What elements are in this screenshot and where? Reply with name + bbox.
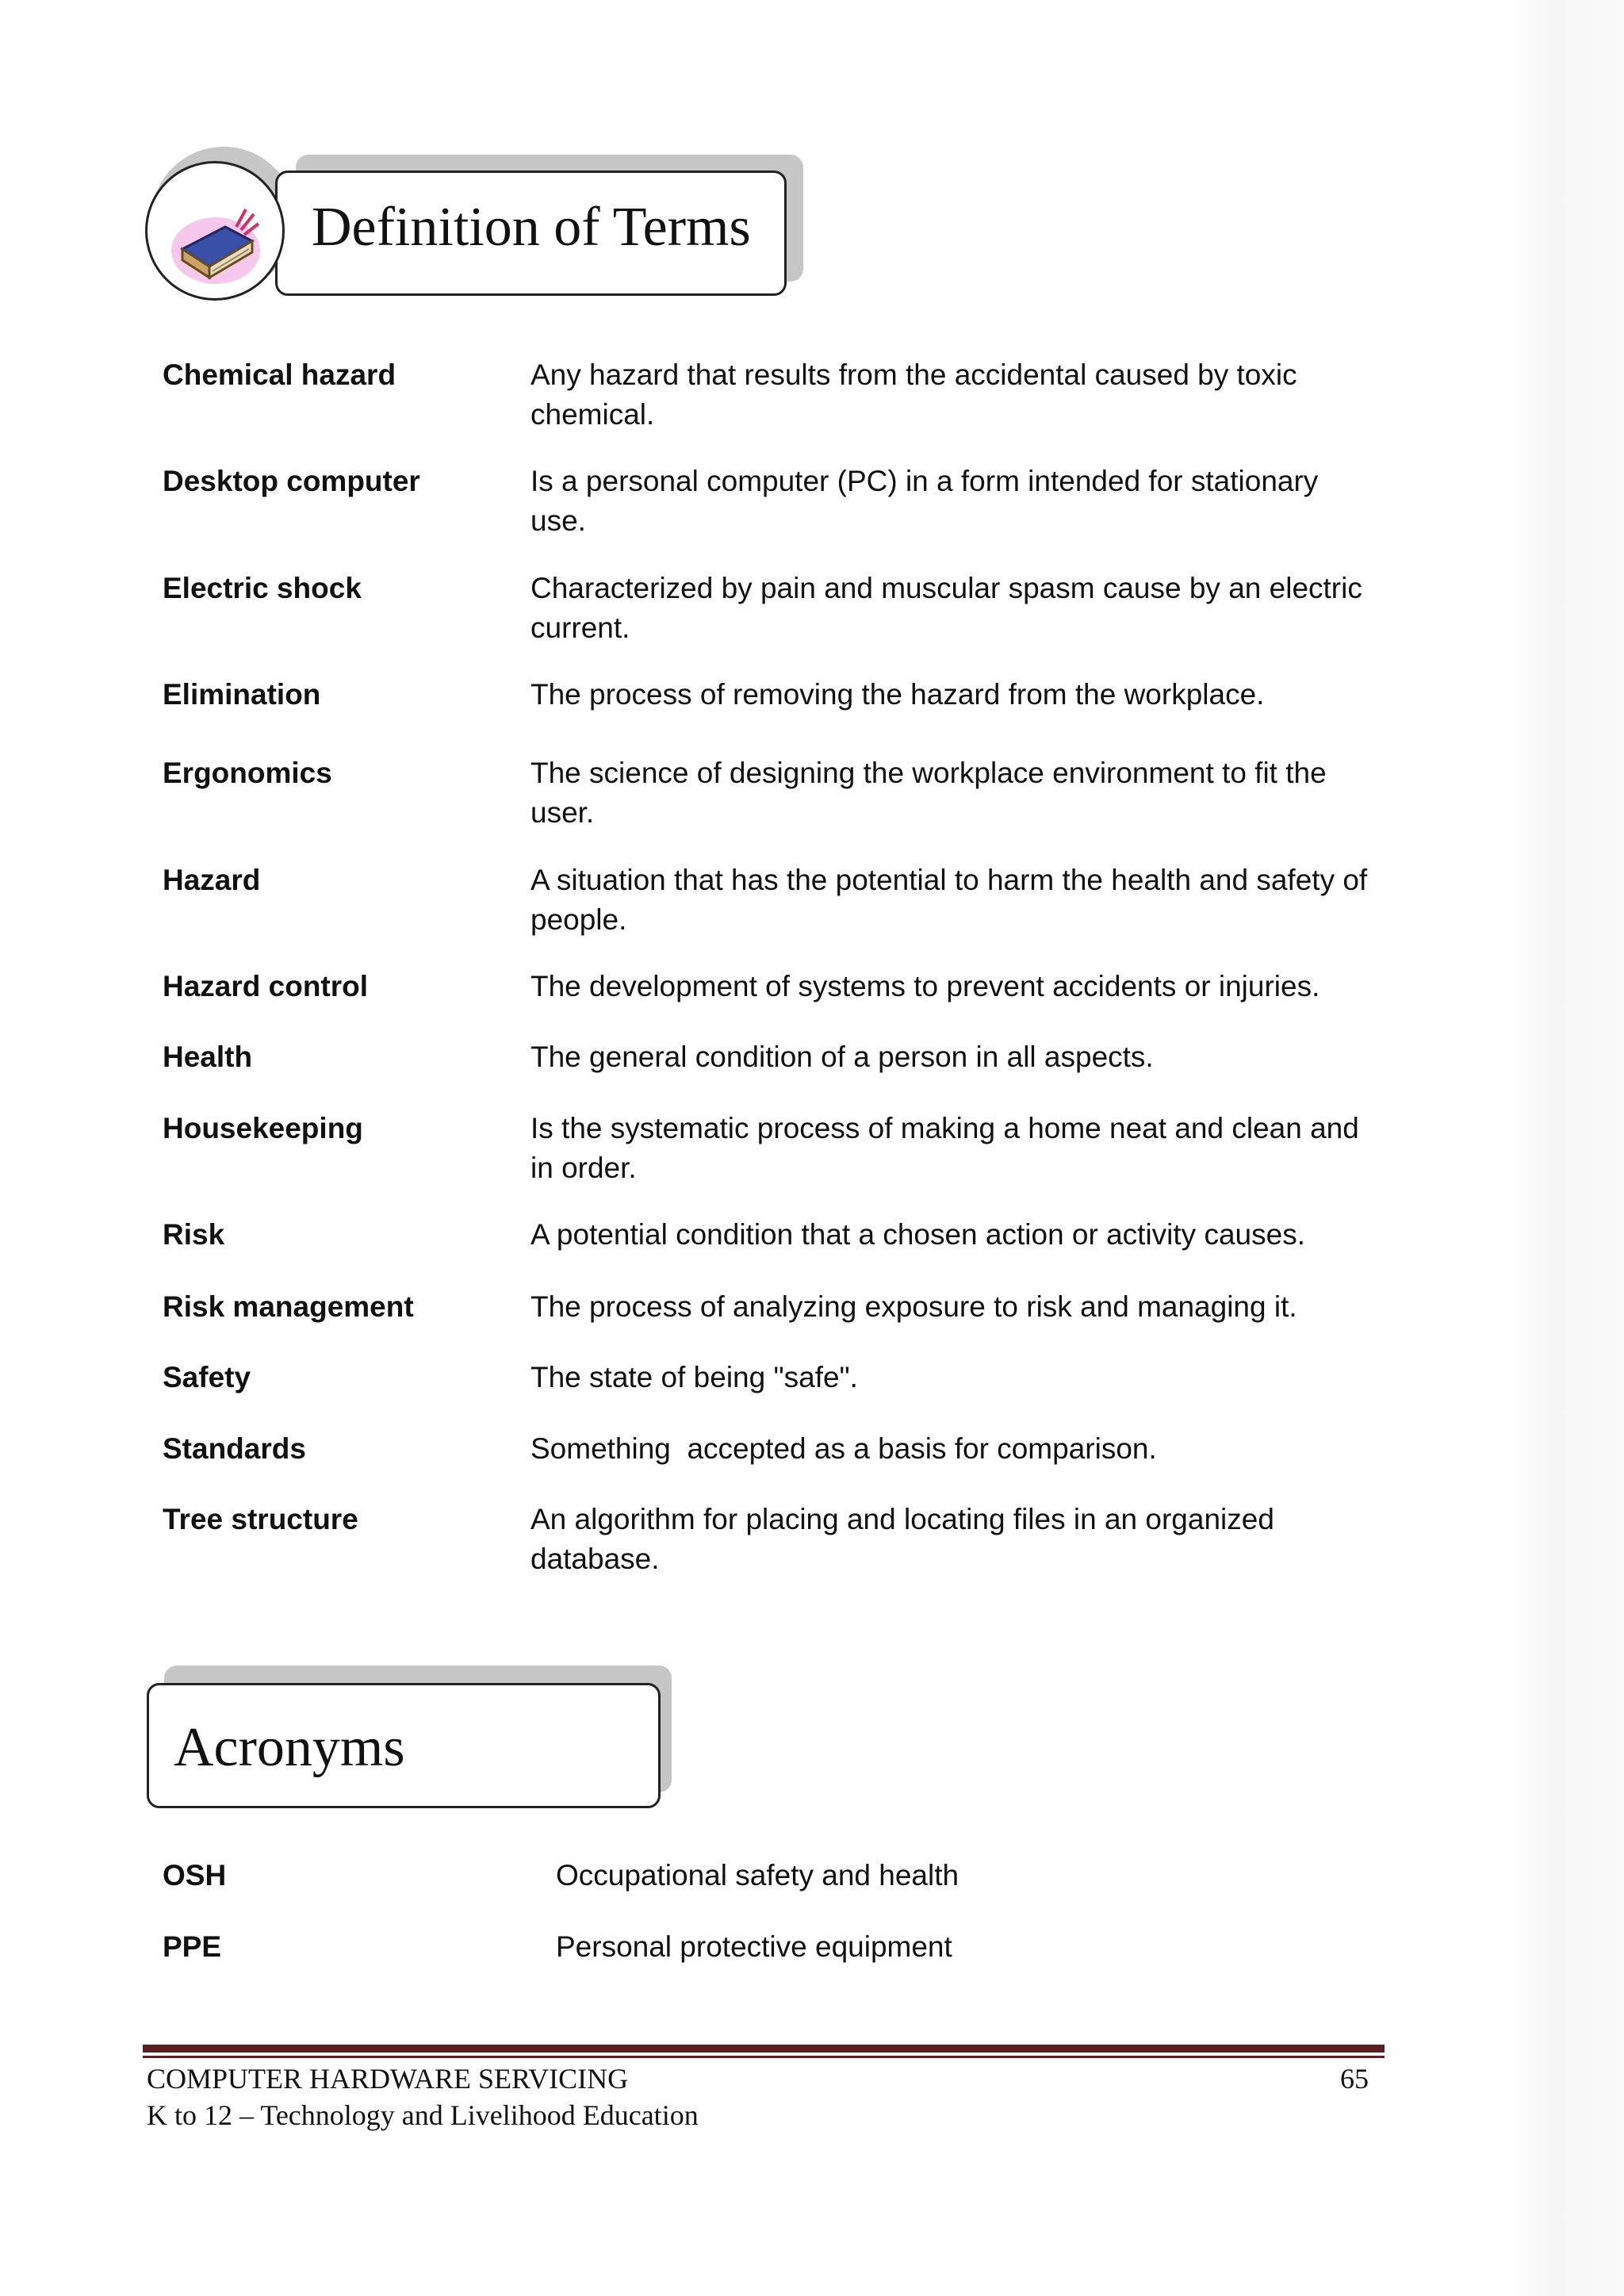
acronyms-heading <box>147 1665 678 1816</box>
term-definition: The process of analyzing exposure to risk and managing it. <box>530 1290 1297 1323</box>
footer-text <box>147 2060 699 2133</box>
definition-heading <box>145 147 803 305</box>
acronym-label: PPE <box>163 1930 222 1963</box>
icon-circle <box>145 161 285 301</box>
term-definition: The science of designing the workplace environment to fit the user. <box>530 757 1327 829</box>
book-icon <box>170 203 265 290</box>
term-label: Housekeeping <box>163 1112 363 1144</box>
term-label: Standards <box>163 1432 306 1465</box>
term-definition: Something accepted as a basis for comparison. <box>530 1432 1157 1465</box>
term-definition: A situation that has the potential to harm the health and safety of people. <box>530 864 1368 936</box>
term-label: Risk management <box>163 1290 414 1323</box>
term-label: Hazard <box>163 864 261 896</box>
footer-program: K to 12 – Technology and Livelihood Education <box>147 2099 699 2131</box>
footer-course: COMPUTER HARDWARE SERVICING <box>147 2063 629 2095</box>
term-definition: The development of systems to prevent accidents or injuries. <box>530 970 1320 1002</box>
term-definition: Characterized by pain and muscular spasm cause by an electric current. <box>530 572 1362 644</box>
term-definition: The state of being "safe". <box>530 1361 858 1393</box>
acronym-label: OSH <box>163 1859 227 1892</box>
term-label: Health <box>163 1041 253 1073</box>
acronym-meaning: Occupational safety and health <box>556 1859 959 1892</box>
term-label: Tree structure <box>163 1503 358 1535</box>
term-label: Ergonomics <box>163 757 332 789</box>
term-label: Chemical hazard <box>163 358 396 391</box>
term-definition: Is the systematic process of making a home neat and clean and in order. <box>530 1112 1359 1184</box>
term-definition: Is a personal computer (PC) in a form intended for stationary use. <box>530 465 1319 537</box>
footer-rule-thin <box>143 2056 1385 2058</box>
term-definition: The general condition of a person in all aspects. <box>530 1041 1154 1073</box>
acronyms-title: Acronyms <box>174 1717 405 1778</box>
definition-title: Definition of Terms <box>312 197 751 258</box>
footer-rule <box>143 2045 1385 2053</box>
term-definition: Any hazard that results from the accidental caused by toxic chemical. <box>530 358 1297 431</box>
acronym-meaning: Personal protective equipment <box>556 1930 952 1963</box>
term-label: Risk <box>163 1218 225 1251</box>
term-definition: The process of removing the hazard from the workplace. <box>530 678 1265 711</box>
term-definition: A potential condition that a chosen action or activity causes. <box>530 1218 1305 1251</box>
term-label: Hazard control <box>163 970 369 1002</box>
term-label: Desktop computer <box>163 465 420 497</box>
page-number: 65 <box>1340 2063 1369 2095</box>
term-label: Safety <box>163 1361 251 1393</box>
term-label: Electric shock <box>163 572 362 604</box>
page-edge-shade <box>1507 0 1624 2296</box>
term-label: Elimination <box>163 678 321 711</box>
term-definition: An algorithm for placing and locating files in an organized database. <box>530 1503 1274 1575</box>
